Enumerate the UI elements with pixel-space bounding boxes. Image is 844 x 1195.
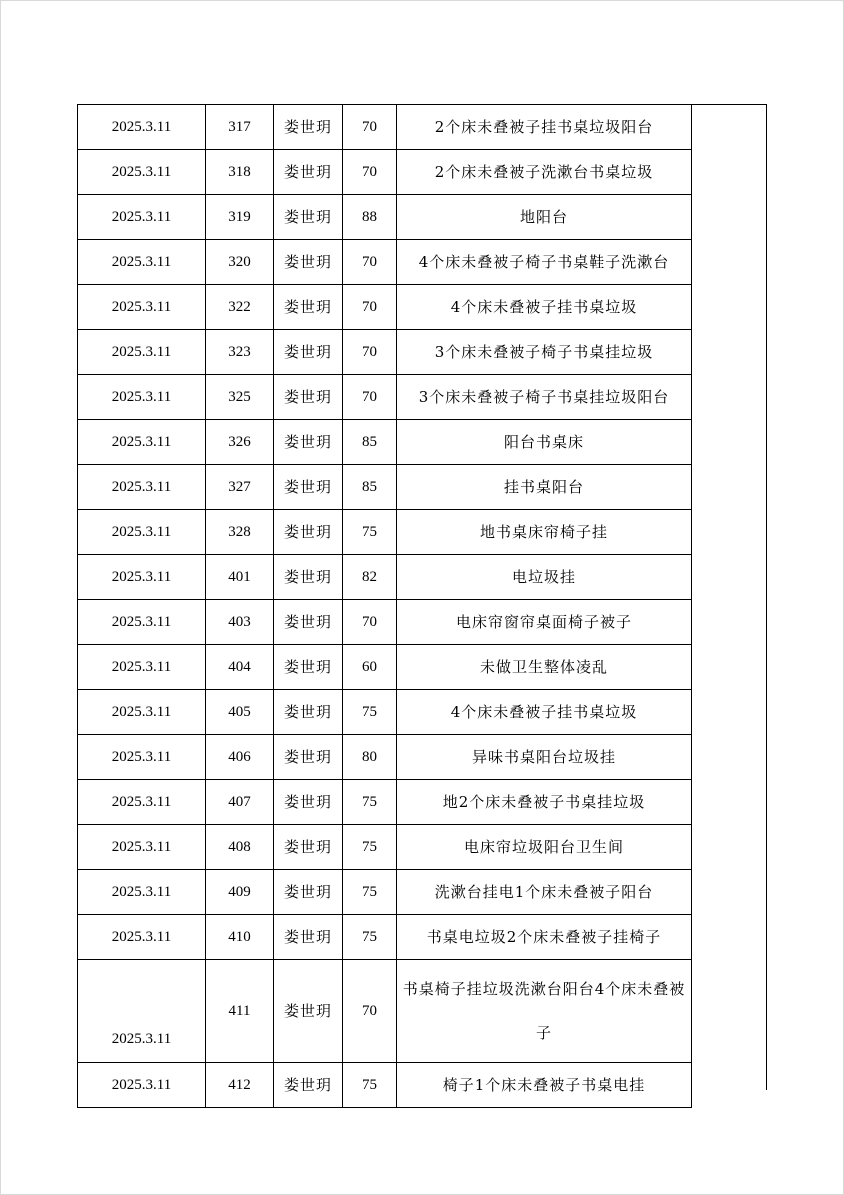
table-row [78,780,692,825]
table-row [78,555,692,600]
date-cell: 2025.3.11 [78,195,206,240]
room-number-cell: 407 [206,780,274,825]
inspector-cell: 娄世玥 [274,960,343,1063]
inspector-cell: 娄世玥 [274,330,343,375]
date-cell: 2025.3.11 [78,870,206,915]
score-cell: 70 [343,960,397,1063]
table-row [78,735,692,780]
score-cell: 70 [343,105,397,150]
table-border-extension-right [766,104,767,1090]
score-cell: 85 [343,420,397,465]
room-number-cell: 327 [206,465,274,510]
inspector-cell: 娄世玥 [274,465,343,510]
note-cell: 电床帘窗帘桌面椅子被子 [397,600,692,645]
note-cell: 地2个床未叠被子书桌挂垃圾 [397,780,692,825]
room-number-cell: 408 [206,825,274,870]
score-cell: 75 [343,915,397,960]
inspector-cell: 娄世玥 [274,825,343,870]
room-number-cell: 319 [206,195,274,240]
date-cell: 2025.3.11 [78,1063,206,1108]
table-row [78,240,692,285]
table-border-extension-top [690,104,767,105]
date-cell: 2025.3.11 [78,240,206,285]
note-cell: 阳台书桌床 [397,420,692,465]
note-cell: 3个床未叠被子椅子书桌挂垃圾 [397,330,692,375]
inspector-cell: 娄世玥 [274,870,343,915]
score-cell: 70 [343,600,397,645]
inspector-cell: 娄世玥 [274,375,343,420]
inspector-cell: 娄世玥 [274,150,343,195]
table-row [78,600,692,645]
table-row [78,960,692,1063]
room-number-cell: 323 [206,330,274,375]
score-cell: 82 [343,555,397,600]
table-row [78,330,692,375]
table-row [78,465,692,510]
inspector-cell: 娄世玥 [274,915,343,960]
date-cell: 2025.3.11 [78,375,206,420]
note-cell: 地书桌床帘椅子挂 [397,510,692,555]
inspector-cell: 娄世玥 [274,195,343,240]
note-cell: 书桌椅子挂垃圾洗漱台阳台4个床未叠被子 [397,960,692,1063]
score-cell: 70 [343,285,397,330]
note-cell: 4个床未叠被子椅子书桌鞋子洗漱台 [397,240,692,285]
date-cell: 2025.3.11 [78,150,206,195]
date-cell: 2025.3.11 [78,420,206,465]
room-number-cell: 409 [206,870,274,915]
score-cell: 75 [343,825,397,870]
score-cell: 75 [343,780,397,825]
table-row [78,870,692,915]
table-row [78,105,692,150]
score-cell: 75 [343,510,397,555]
note-cell: 2个床未叠被子洗漱台书桌垃圾 [397,150,692,195]
date-cell: 2025.3.11 [78,960,206,1063]
date-cell: 2025.3.11 [78,555,206,600]
note-cell: 地阳台 [397,195,692,240]
table-row [78,420,692,465]
table-row [78,150,692,195]
score-cell: 88 [343,195,397,240]
score-cell: 75 [343,1063,397,1108]
score-cell: 75 [343,870,397,915]
score-cell: 75 [343,690,397,735]
note-cell: 书桌电垃圾2个床未叠被子挂椅子 [397,915,692,960]
room-number-cell: 410 [206,915,274,960]
room-number-cell: 411 [206,960,274,1063]
inspector-cell: 娄世玥 [274,735,343,780]
table-row [78,825,692,870]
table-row [78,645,692,690]
note-cell: 未做卫生整体凌乱 [397,645,692,690]
date-cell: 2025.3.11 [78,330,206,375]
date-cell: 2025.3.11 [78,465,206,510]
date-cell: 2025.3.11 [78,645,206,690]
note-cell: 异味书桌阳台垃圾挂 [397,735,692,780]
note-cell: 4个床未叠被子挂书桌垃圾 [397,285,692,330]
inspector-cell: 娄世玥 [274,510,343,555]
date-cell: 2025.3.11 [78,780,206,825]
date-cell: 2025.3.11 [78,510,206,555]
inspection-table [77,104,692,1108]
table-row [78,375,692,420]
score-cell: 70 [343,150,397,195]
room-number-cell: 412 [206,1063,274,1108]
inspector-cell: 娄世玥 [274,690,343,735]
room-number-cell: 401 [206,555,274,600]
inspector-cell: 娄世玥 [274,645,343,690]
score-cell: 70 [343,240,397,285]
table-row [78,690,692,735]
room-number-cell: 317 [206,105,274,150]
score-cell: 70 [343,375,397,420]
note-cell: 2个床未叠被子挂书桌垃圾阳台 [397,105,692,150]
note-cell: 4个床未叠被子挂书桌垃圾 [397,690,692,735]
room-number-cell: 320 [206,240,274,285]
score-cell: 85 [343,465,397,510]
room-number-cell: 326 [206,420,274,465]
note-cell: 电床帘垃圾阳台卫生间 [397,825,692,870]
table-row [78,510,692,555]
room-number-cell: 405 [206,690,274,735]
inspector-cell: 娄世玥 [274,1063,343,1108]
inspector-cell: 娄世玥 [274,420,343,465]
score-cell: 80 [343,735,397,780]
note-cell: 洗漱台挂电1个床未叠被子阳台 [397,870,692,915]
date-cell: 2025.3.11 [78,690,206,735]
note-cell: 椅子1个床未叠被子书桌电挂 [397,1063,692,1108]
date-cell: 2025.3.11 [78,735,206,780]
note-cell: 挂书桌阳台 [397,465,692,510]
room-number-cell: 322 [206,285,274,330]
inspector-cell: 娄世玥 [274,285,343,330]
date-cell: 2025.3.11 [78,285,206,330]
date-cell: 2025.3.11 [78,105,206,150]
room-number-cell: 406 [206,735,274,780]
inspection-table-body [78,105,692,1108]
table-row [78,1063,692,1108]
note-cell: 3个床未叠被子椅子书桌挂垃圾阳台 [397,375,692,420]
room-number-cell: 325 [206,375,274,420]
date-cell: 2025.3.11 [78,600,206,645]
date-cell: 2025.3.11 [78,915,206,960]
room-number-cell: 403 [206,600,274,645]
inspector-cell: 娄世玥 [274,780,343,825]
inspector-cell: 娄世玥 [274,105,343,150]
inspector-cell: 娄世玥 [274,600,343,645]
inspector-cell: 娄世玥 [274,555,343,600]
date-cell: 2025.3.11 [78,825,206,870]
score-cell: 60 [343,645,397,690]
score-cell: 70 [343,330,397,375]
room-number-cell: 318 [206,150,274,195]
table-row [78,195,692,240]
note-cell: 电垃圾挂 [397,555,692,600]
room-number-cell: 328 [206,510,274,555]
inspector-cell: 娄世玥 [274,240,343,285]
table-row [78,915,692,960]
table-row [78,285,692,330]
room-number-cell: 404 [206,645,274,690]
